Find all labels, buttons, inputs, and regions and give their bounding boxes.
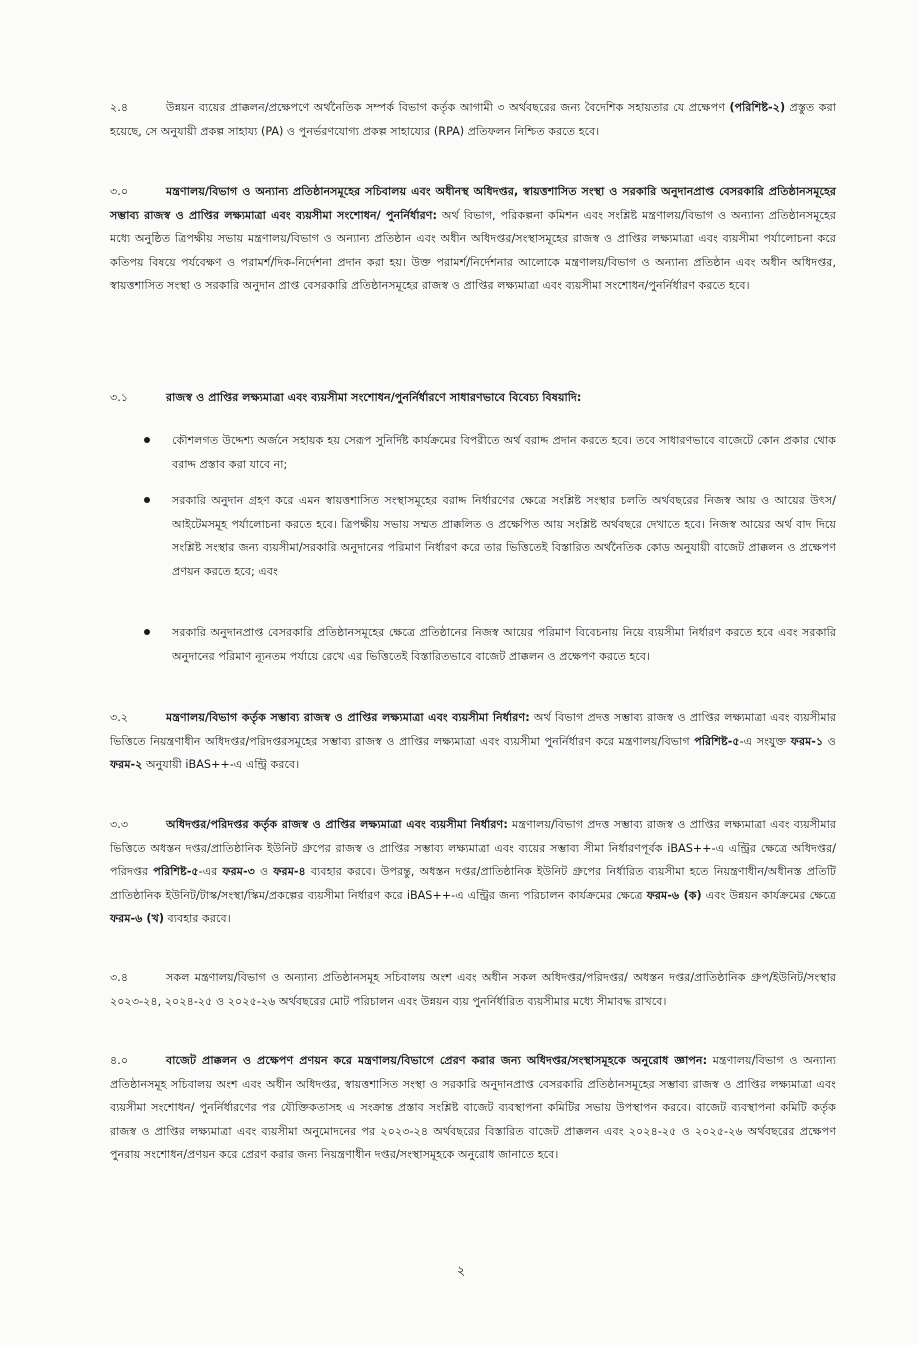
appendix-reference: (পরিশিষ্ট-২) [729, 101, 786, 114]
section-text: সকল মন্ত্রণালয়/বিভাগ ও অন্যান্য প্রতিষ্ঠানসমূহ সচিবালয় অংশ এবং অধীন সকল অধিদপ্তর/পরিদপ্তর/ অধস্তন দপ্তর/প্রাতিষ্ঠানিক গ্রুপ/ইউনিট/সংস্থার ২০২৩-২৪, ২০২৪-২৫ ও ২০২৫-২৬ অর্থবছরের মোট পরিচালন এবং উন্নয়ন ব্যয় পুনর্নির্ধারিত ব্যয়সীমার মধ্যে সীমাবদ্ধ রাখবে। [110, 971, 836, 1008]
bullet-item [172, 489, 836, 583]
bullet-item [172, 621, 836, 668]
form-reference: ফরম-৬ (খ) [110, 912, 164, 926]
bullet-item [172, 429, 836, 476]
section-text: মন্ত্রণালয়/বিভাগ প্রদত্ত সম্ভাব্য রাজস্ব ও প্রাপ্তির লক্ষ্যমাত্রা এবং ব্যয়সীমার ভিত্তিতে অধস্তন দপ্তর/প্রাতিষ্ঠানিক ইউনিট গ্রুপের রাজস্ব ও প্রাপ্তির সম্ভাব্য লক্ষ্যমাত্রা এবং ব্যয়ের সম্ভাব্য সীমা নির্ধারণপূর্বক iBAS++-এ এন্ট্রির ক্ষেত্রে অধিদপ্তর/পরিদপ্তর [110, 818, 836, 879]
bullet-text: কৌশলগত উদ্দেশ্য অর্জনে সহায়ক হয় সেরূপ সুনির্দিষ্ট কার্যক্রমের বিপরীতে অর্থ বরাদ্দ প্রদান করতে হবে। তবে সাধারণভাবে বাজেটে কোন প্রকার থোক বরাদ্দ প্রস্তাব করা যাবে না; [172, 434, 836, 471]
section-text: -এর [198, 865, 218, 879]
bullet-text: সরকারি অনুদানপ্রাপ্ত বেসরকারি প্রতিষ্ঠানসমূহের ক্ষেত্রে প্রতিষ্ঠানের নিজস্ব আয়ের পরিমাণ বিবেচনায় নিয়ে ব্যয়সীমা নির্ধারণ করতে হবে এবং সরকারি অনুদানের পরিমাণ ন্যূনতম পর্যায়ে রেখে এর ভিত্তিতেই বিস্তারিতভাবে বাজেট প্রাক্কলন ও প্রক্ষেপণ করতে হবে। [172, 626, 836, 663]
section-number: ৩.০ [110, 185, 129, 198]
form-reference: ফরম-৪ [273, 865, 306, 879]
section-number: ৩.৪ [110, 971, 129, 984]
form-reference: ফরম-৩ [222, 865, 255, 879]
section-number: ৪.০ [110, 1054, 129, 1067]
bullet-icon [144, 497, 150, 503]
section-text: -এ সংযুক্ত [739, 734, 787, 748]
bullet-text: সরকারি অনুদান গ্রহণ করে এমন স্বায়ত্তশাসিত সংস্থাসমূহের বরাদ্দ নির্ধারণের ক্ষেত্রে সংশ্লিষ্ট সংস্থার চলতি অর্থবছরের নিজস্ব আয় ও আয়ের উৎস/আইটেমসমূহ পর্যালোচনা করতে হবে। ত্রিপক্ষীয় সভায় সম্মত প্রাক্কলিত ও প্রক্ষেপিত আয় সংশ্লিষ্ট অর্থবছরে দেখাতে হবে। নিজস্ব আয়ের অর্থ বাদ দিয়ে সংশ্লিষ্ট সংস্থার জন্য ব্যয়সীমা/সরকারি অনুদানের পরিমাণ নির্ধারণ করে তার ভিত্তিতেই বিস্তারিত অর্থনৈতিক কোড অনুযায়ী বাজেট প্রাক্কলন ও প্রক্ষেপণ প্রণয়ন করতে হবে; এবং [172, 494, 836, 578]
section-2-4 [110, 96, 836, 143]
form-reference: ফরম-৬ (ক) [646, 888, 702, 902]
section-3-1 [110, 386, 836, 410]
appendix-reference: পরিশিষ্ট-৫ [153, 865, 199, 879]
section-text: উন্নয়ন ব্যয়ের প্রাক্কলন/প্রক্ষেপণে অর্থনৈতিক সম্পর্ক বিভাগ কর্তৃক আগামী ৩ অর্থবছরের জন্য বৈদেশিক সহায়তার যে প্রক্ষেপণ [166, 101, 725, 114]
section-text: ও [260, 865, 269, 879]
section-text: ও [827, 734, 836, 748]
section-text: মন্ত্রণালয়/বিভাগ ও অন্যান্য প্রতিষ্ঠানসমূহ সচিবালয় অংশ এবং অধীন অধিদপ্তর, স্বায়ত্তশাসিত সংস্থা ও সরকারি অনুদানপ্রাপ্ত বেসরকারি প্রতিষ্ঠানসমূহের সম্ভাব্য রাজস্ব ও প্রাপ্তির লক্ষ্যমাত্রা এবং ব্যয়সীমা সংশোধন/ পুনর্নির্ধারণের পর যৌক্তিকতাসহ এ সংক্রান্ত প্রস্তাব সংশ্লিষ্ট বাজেট ব্যবস্থাপনা কমিটির সভায় উপস্থাপন করবে। বাজেট ব্যবস্থাপনা কমিটি কর্তৃক রাজস্ব ও প্রাপ্তির লক্ষ্যমাত্রা এবং ব্যয়সীমা অনুমোদনের পর ২০২৩-২৪ অর্থবছরের বিস্তারিত বাজেট প্রাক্কলন এবং ২০২৪-২৫ ও ২০২৫-২৬ অর্থবছরের প্রক্ষেপণ পুনরায় সংশোধন/প্রণয়ন করে প্রেরণ করার জন্য নিয়ন্ত্রণাধীন দপ্তর/সংস্থাসমূহকে অনুরোধ জানাতে হবে। [110, 1054, 836, 1162]
section-number: ৩.৩ [110, 818, 129, 831]
section-text: ব্যবহার করবে। [167, 912, 231, 926]
section-3-3 [110, 813, 836, 931]
bullet-icon [144, 629, 150, 635]
section-heading: রাজস্ব ও প্রাপ্তির লক্ষ্যমাত্রা এবং ব্যয়সীমা সংশোধন/পুনর্নির্ধারণে সাধারণভাবে বিবেচ্য বিষয়াদি: [166, 391, 582, 404]
section-number: ৩.২ [110, 711, 129, 724]
section-4-0 [110, 1049, 836, 1167]
section-text: অর্থ বিভাগ, পরিকল্পনা কমিশন এবং সংশ্লিষ্ট মন্ত্রণালয়/বিভাগ ও অন্যান্য প্রতিষ্ঠানসমূহের মধ্যে অনুষ্ঠিত ত্রিপক্ষীয় সভায় মন্ত্রণালয়/বিভাগ ও অন্যান্য প্রতিষ্ঠান এবং অধীন অধিদপ্তর/সংস্থাসমূহের রাজস্ব ও প্রাপ্তির লক্ষ্যমাত্রা এবং ব্যয়সীমা পর্যালোচনা করে কতিপয় বিষয়ে পর্যবেক্ষণ ও পরামর্শ/দিক-নির্দেশনা প্রদান করা হয়। উক্ত পরামর্শ/নির্দেশনার আলোকে মন্ত্রণালয়/বিভাগ ও অন্যান্য প্রতিষ্ঠান এবং অধীন অধিদপ্তর, স্বায়ত্তশাসিত সংস্থা ও সরকারি অনুদান প্রাপ্ত বেসরকারি প্রতিষ্ঠানসমূহের রাজস্ব ও প্রাপ্তির লক্ষ্যমাত্রা এবং ব্যয়সীমা সংশোধন/পুনর্নির্ধারণ করতে হবে। [110, 208, 836, 293]
page-number: ২ [456, 1264, 466, 1279]
section-number: ২.৪ [110, 101, 129, 114]
section-3-0 [110, 180, 836, 298]
section-3-2 [110, 706, 836, 777]
section-3-4 [110, 966, 836, 1013]
form-reference: ফরম-১ [790, 734, 824, 748]
section-heading: অধিদপ্তর/পরিদপ্তর কর্তৃক রাজস্ব ও প্রাপ্তির লক্ষ্যমাত্রা এবং ব্যয়সীমা নির্ধারণ: [166, 818, 508, 831]
section-heading: মন্ত্রণালয়/বিভাগ ও অন্যান্য প্রতিষ্ঠানসমূহের সচিবালয় এবং অধীনস্থ অধিদপ্তর, স্বায়ত্তশাসিত সংস্থা ও সরকারি অনুদানপ্রাপ্ত বেসরকারি প্রতিষ্ঠানসমূহের সম্ভাব্য রাজস্ব ও প্রাপ্তির লক্ষ্যমাত্রা এবং ব্যয়সীমা সংশোধন/ পুনর্নির্ধারণ: [110, 185, 836, 222]
section-heading: বাজেট প্রাক্কলন ও প্রক্ষেপণ প্রণয়ন করে মন্ত্রণালয়/বিভাগে প্রেরণ করার জন্য অধিদপ্তর/সংস্থাসমূহকে অনুরোধ জ্ঞাপন: [166, 1054, 708, 1067]
section-text: ব্যবহার করবে। উপরন্তু, অধস্তন দপ্তর/প্রাতিষ্ঠানিক ইউনিট গ্রুপের নির্ধারিত ব্যয়সীমা হতে নিয়ন্ত্রণাধীন/অধীনস্ত প্রতিটি প্রাতিষ্ঠানিক ইউনিট/টাস্ক/সংস্থা/স্কিম/প্রকল্পের ব্যয়সীমা নির্ধারণ করে iBAS++-এ এন্ট্রির জন্য পরিচালন কার্যক্রমের ক্ষেত্রে [110, 865, 836, 902]
section-text: অর্থ বিভাগ প্রদত্ত সম্ভাব্য রাজস্ব ও প্রাপ্তির লক্ষ্যমাত্রা এবং ব্যয়সীমার ভিত্তিতে নিয়ন্ত্রণাধীন অধিদপ্তর/পরিদপ্তরসমূহের সম্ভাব্য রাজস্ব ও প্রাপ্তির লক্ষ্যমাত্রা এবং ব্যয়সীমা পুনর্নির্ধারণ করে মন্ত্রণালয়/বিভাগ [110, 711, 837, 748]
appendix-reference: পরিশিষ্ট-৫ [694, 734, 740, 748]
bullet-icon [144, 437, 150, 443]
section-number: ৩.১ [110, 391, 129, 404]
form-reference: ফরম-২ [110, 758, 143, 772]
section-text: অনুযায়ী iBAS++-এ এন্ট্রি করবে। [146, 758, 300, 772]
section-text: এবং উন্নয়ন কার্যক্রমের ক্ষেত্রে [705, 888, 836, 902]
section-heading: মন্ত্রণালয়/বিভাগ কর্তৃক সম্ভাব্য রাজস্ব ও প্রাপ্তির লক্ষ্যমাত্রা এবং ব্যয়সীমা নির্ধারণ: [166, 711, 530, 724]
section-text: প্রস্তুত করা হয়েছে, সে অনুযায়ী প্রকল্প সাহায্য (PA) ও পুনর্ভরণযোগ্য প্রকল্প সাহায্যের (RPA) প্রতিফলন নিশ্চিত করতে হবে। [110, 101, 836, 138]
